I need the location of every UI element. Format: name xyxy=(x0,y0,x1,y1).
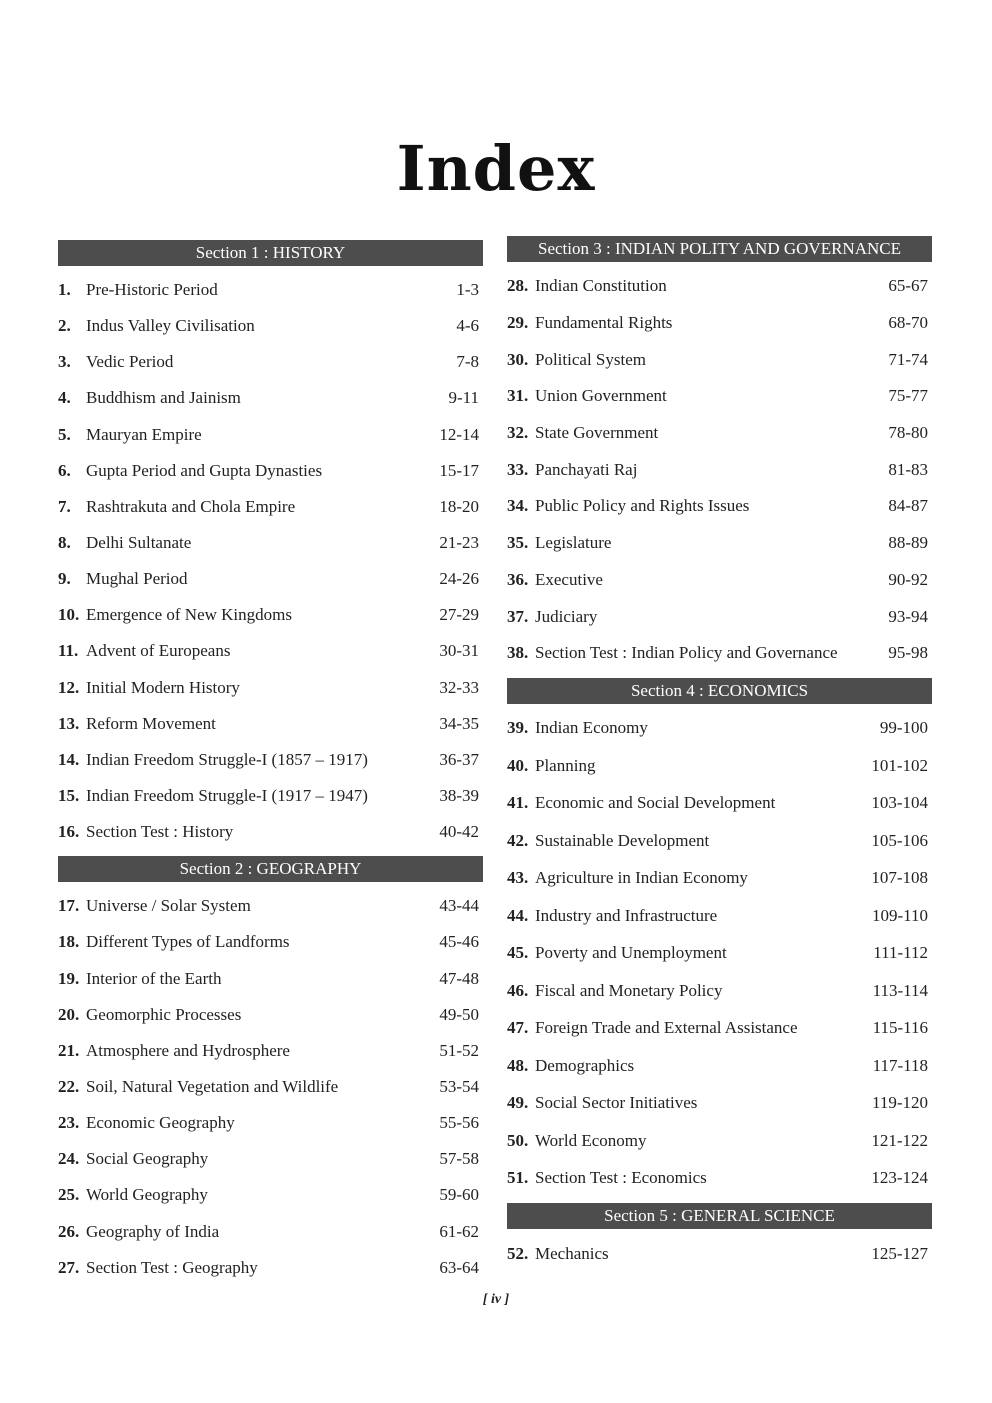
index-entry xyxy=(58,742,483,778)
entry-pages: 123-124 xyxy=(871,1168,928,1188)
entry-pages: 115-116 xyxy=(872,1018,928,1038)
entry-number: 5. xyxy=(58,424,71,444)
index-entry xyxy=(58,308,483,344)
entry-pages: 71-74 xyxy=(888,349,928,369)
entry-title: Mughal Period xyxy=(86,569,188,589)
entry-number: 45. xyxy=(507,943,529,963)
entry-title: Advent of Europeans xyxy=(86,641,231,661)
entry-title: Reform Movement xyxy=(86,713,216,733)
index-entry xyxy=(507,785,932,823)
entry-number: 44. xyxy=(507,905,529,925)
index-entry xyxy=(507,747,932,785)
entry-title: Section Test : Geography xyxy=(86,1257,258,1277)
entry-number: 33. xyxy=(507,459,529,479)
index-entry xyxy=(58,778,483,814)
entry-title: Interior of the Earth xyxy=(86,968,222,988)
entry-number: 19. xyxy=(58,968,80,988)
entry-number: 29. xyxy=(507,313,529,333)
entry-number: 11. xyxy=(58,641,79,661)
entry-number: 9. xyxy=(58,569,71,589)
entry-pages: 40-42 xyxy=(439,822,479,842)
entry-title: Public Policy and Rights Issues xyxy=(535,496,750,516)
entry-title: Rashtrakuta and Chola Empire xyxy=(86,496,296,516)
entry-title: Economic Geography xyxy=(86,1113,235,1133)
entry-title: Emergence of New Kingdoms xyxy=(86,605,292,625)
entry-title: Section Test : Indian Policy and Governance xyxy=(535,643,838,663)
entry-number: 17. xyxy=(58,896,80,916)
entry-number: 18. xyxy=(58,932,80,952)
entry-number: 24. xyxy=(58,1149,80,1169)
index-entry xyxy=(507,1047,932,1085)
index-entry xyxy=(58,272,483,308)
entry-pages: 47-48 xyxy=(439,968,479,988)
index-entry xyxy=(58,561,483,597)
entry-title: Vedic Period xyxy=(86,352,174,372)
entry-title: Union Government xyxy=(535,386,667,406)
page-number-text: [ iv ] xyxy=(482,1292,510,1307)
entry-title: Fiscal and Monetary Policy xyxy=(535,980,723,1000)
entry-number: 20. xyxy=(58,1004,80,1024)
entry-number: 21. xyxy=(58,1040,80,1060)
entry-pages: 111-112 xyxy=(873,943,928,963)
entry-pages: 105-106 xyxy=(871,830,928,850)
index-entry xyxy=(507,972,932,1010)
entry-pages: 32-33 xyxy=(439,677,479,697)
entry-number: 30. xyxy=(507,349,529,369)
index-entry xyxy=(58,1033,483,1069)
entry-number: 32. xyxy=(507,423,529,443)
entry-number: 39. xyxy=(507,718,529,738)
entry-pages: 24-26 xyxy=(439,569,479,589)
index-entry xyxy=(507,1122,932,1160)
index-column-left xyxy=(58,240,483,1286)
index-entry xyxy=(507,378,932,415)
entry-title: Panchayati Raj xyxy=(535,459,638,479)
entry-number: 28. xyxy=(507,276,529,296)
entry-title: Poverty and Unemployment xyxy=(535,943,727,963)
index-entry xyxy=(507,598,932,635)
entry-title: Sustainable Development xyxy=(535,830,710,850)
entry-pages: 101-102 xyxy=(871,755,928,775)
page-number xyxy=(0,1292,992,1308)
entry-number: 10. xyxy=(58,605,80,625)
entry-title: Gupta Period and Gupta Dynasties xyxy=(86,460,323,480)
entry-number: 52. xyxy=(507,1243,529,1263)
entry-number: 8. xyxy=(58,533,71,553)
entry-number: 35. xyxy=(507,533,529,553)
entry-pages: 81-83 xyxy=(888,459,928,479)
index-entry xyxy=(507,1085,932,1123)
entry-title: Mechanics xyxy=(535,1243,609,1263)
entry-number: 38. xyxy=(507,643,529,663)
entry-pages: 117-118 xyxy=(872,1055,928,1075)
entry-title: Judiciary xyxy=(535,606,598,626)
entry-title: Initial Modern History xyxy=(86,677,240,697)
entry-title: Indian Freedom Struggle-I (1857 – 1917) xyxy=(86,749,368,769)
entry-title: Delhi Sultanate xyxy=(86,533,192,553)
entry-pages: 15-17 xyxy=(439,460,479,480)
index-entry xyxy=(507,415,932,452)
entry-pages: 4-6 xyxy=(456,316,479,336)
entry-number: 2. xyxy=(58,316,71,336)
entry-number: 40. xyxy=(507,755,529,775)
index-entry xyxy=(58,670,483,706)
entry-pages: 9-11 xyxy=(448,388,479,408)
entry-title: Pre-Historic Period xyxy=(86,280,218,300)
index-entry xyxy=(58,1069,483,1105)
entry-number: 41. xyxy=(507,793,529,813)
entry-pages: 51-52 xyxy=(439,1040,479,1060)
entry-number: 16. xyxy=(58,822,80,842)
entry-title: Industry and Infrastructure xyxy=(535,905,718,925)
index-entry xyxy=(507,1235,932,1273)
entry-title: Indian Freedom Struggle-I (1917 – 1947) xyxy=(86,786,368,806)
entry-title: Planning xyxy=(535,755,596,775)
entry-title: Atmosphere and Hydrosphere xyxy=(86,1040,290,1060)
entry-number: 4. xyxy=(58,388,71,408)
entry-title: Executive xyxy=(535,569,603,589)
index-entry xyxy=(507,897,932,935)
entry-number: 14. xyxy=(58,749,80,769)
entry-number: 26. xyxy=(58,1221,80,1241)
entry-pages: 99-100 xyxy=(879,718,928,738)
page-title: Index xyxy=(396,132,596,205)
index-entry xyxy=(507,822,932,860)
index-entry xyxy=(58,417,483,453)
entry-title: Political System xyxy=(535,349,646,369)
index-entry xyxy=(507,935,932,973)
index-entry xyxy=(507,1160,932,1198)
entry-number: 37. xyxy=(507,606,529,626)
entry-pages: 107-108 xyxy=(871,868,928,888)
index-section xyxy=(507,1203,932,1273)
index-entry xyxy=(58,525,483,561)
entry-pages: 121-122 xyxy=(871,1130,928,1150)
entry-number: 27. xyxy=(58,1257,80,1277)
entry-title: Indus Valley Civilisation xyxy=(86,316,255,336)
entry-title: Geography of India xyxy=(86,1221,220,1241)
section-heading: Section 1 : HISTORY xyxy=(58,240,483,266)
index-entry xyxy=(507,341,932,378)
index-section xyxy=(507,236,932,672)
entry-title: Indian Constitution xyxy=(535,276,667,296)
entry-title: Soil, Natural Vegetation and Wildlife xyxy=(86,1077,339,1097)
entry-pages: 68-70 xyxy=(888,313,928,333)
entry-title: Foreign Trade and External Assistance xyxy=(535,1018,798,1038)
section-heading: Section 3 : INDIAN POLITY AND GOVERNANCE xyxy=(507,236,932,262)
entry-pages: 38-39 xyxy=(439,786,479,806)
entry-pages: 18-20 xyxy=(439,496,479,516)
entry-pages: 103-104 xyxy=(871,793,928,813)
entry-title: Mauryan Empire xyxy=(86,424,202,444)
entry-pages: 88-89 xyxy=(888,533,928,553)
index-entry xyxy=(507,635,932,672)
entry-title: Indian Economy xyxy=(535,718,648,738)
index-entry xyxy=(58,814,483,850)
entry-pages: 63-64 xyxy=(439,1257,479,1277)
entry-title: Demographics xyxy=(535,1055,635,1075)
entry-number: 1. xyxy=(58,280,71,300)
index-entry xyxy=(58,380,483,416)
entry-number: 49. xyxy=(507,1093,529,1113)
entry-pages: 84-87 xyxy=(888,496,928,516)
entry-title: Section Test : Economics xyxy=(535,1168,707,1188)
index-entry xyxy=(507,268,932,305)
section-heading: Section 2 : GEOGRAPHY xyxy=(58,856,483,882)
entry-number: 13. xyxy=(58,713,80,733)
index-entry xyxy=(58,706,483,742)
entry-number: 31. xyxy=(507,386,529,406)
entry-pages: 61-62 xyxy=(439,1221,479,1241)
entry-title: World Economy xyxy=(535,1130,647,1150)
entry-number: 43. xyxy=(507,868,529,888)
entry-pages: 125-127 xyxy=(871,1243,928,1263)
index-entry xyxy=(58,1141,483,1177)
entry-pages: 12-14 xyxy=(439,424,479,444)
index-entry xyxy=(507,1010,932,1048)
index-entry xyxy=(507,525,932,562)
entry-title: Geomorphic Processes xyxy=(86,1004,242,1024)
section-heading: Section 4 : ECONOMICS xyxy=(507,678,932,704)
entry-pages: 34-35 xyxy=(439,713,479,733)
index-entry xyxy=(58,597,483,633)
index-entry xyxy=(507,860,932,898)
entry-pages: 78-80 xyxy=(888,423,928,443)
entry-title: Buddhism and Jainism xyxy=(86,388,241,408)
entry-pages: 45-46 xyxy=(439,932,479,952)
entry-pages: 43-44 xyxy=(439,896,479,916)
entry-number: 51. xyxy=(507,1168,529,1188)
entry-pages: 113-114 xyxy=(872,980,928,1000)
entry-number: 46. xyxy=(507,980,529,1000)
entry-number: 48. xyxy=(507,1055,529,1075)
entry-pages: 57-58 xyxy=(439,1149,479,1169)
index-entry xyxy=(58,344,483,380)
entry-number: 3. xyxy=(58,352,71,372)
entry-number: 50. xyxy=(507,1130,529,1150)
entry-pages: 49-50 xyxy=(439,1004,479,1024)
entry-title: Social Sector Initiatives xyxy=(535,1093,698,1113)
entry-number: 34. xyxy=(507,496,529,516)
entry-number: 7. xyxy=(58,496,71,516)
entry-number: 6. xyxy=(58,460,71,480)
entry-pages: 7-8 xyxy=(456,352,479,372)
index-section xyxy=(58,856,483,1286)
index-entry xyxy=(58,489,483,525)
entry-title: World Geography xyxy=(86,1185,208,1205)
entry-pages: 55-56 xyxy=(439,1113,479,1133)
entry-number: 25. xyxy=(58,1185,80,1205)
entry-title: Agriculture in Indian Economy xyxy=(535,868,748,888)
index-entry xyxy=(507,710,932,748)
entry-number: 22. xyxy=(58,1077,80,1097)
index-entry xyxy=(58,1214,483,1250)
entry-pages: 30-31 xyxy=(439,641,479,661)
entry-pages: 53-54 xyxy=(439,1077,479,1097)
entry-number: 47. xyxy=(507,1018,529,1038)
index-entry xyxy=(507,451,932,488)
entry-pages: 21-23 xyxy=(439,533,479,553)
index-entry xyxy=(507,562,932,599)
entry-pages: 93-94 xyxy=(888,606,928,626)
index-entry xyxy=(58,453,483,489)
entry-title: Section Test : History xyxy=(86,822,234,842)
index-entry xyxy=(58,633,483,669)
entry-title: Universe / Solar System xyxy=(86,896,251,916)
entry-number: 15. xyxy=(58,786,80,806)
entry-title: Social Geography xyxy=(86,1149,209,1169)
index-entry xyxy=(507,305,932,342)
index-entry xyxy=(58,997,483,1033)
entry-title: Different Types of Landforms xyxy=(86,932,290,952)
entry-pages: 1-3 xyxy=(456,280,479,300)
index-section xyxy=(507,678,932,1198)
index-section xyxy=(58,240,483,850)
entry-title: State Government xyxy=(535,423,659,443)
entry-pages: 119-120 xyxy=(871,1093,928,1113)
entry-pages: 75-77 xyxy=(888,386,928,406)
index-entry xyxy=(58,1250,483,1286)
index-entry xyxy=(58,888,483,924)
entry-pages: 36-37 xyxy=(439,749,479,769)
entry-title: Economic and Social Development xyxy=(535,793,776,813)
entry-pages: 27-29 xyxy=(439,605,479,625)
entry-number: 12. xyxy=(58,677,80,697)
entry-title: Legislature xyxy=(535,533,612,553)
entry-number: 36. xyxy=(507,569,529,589)
index-entry xyxy=(58,1105,483,1141)
index-entry xyxy=(58,1177,483,1213)
entry-number: 42. xyxy=(507,830,529,850)
section-heading: Section 5 : GENERAL SCIENCE xyxy=(507,1203,932,1229)
entry-pages: 59-60 xyxy=(439,1185,479,1205)
entry-pages: 65-67 xyxy=(888,276,928,296)
index-column-right xyxy=(507,236,932,1273)
index-entry xyxy=(58,924,483,960)
index-entry xyxy=(58,961,483,997)
entry-pages: 109-110 xyxy=(871,905,928,925)
index-entry xyxy=(507,488,932,525)
entry-pages: 95-98 xyxy=(888,643,928,663)
entry-number: 23. xyxy=(58,1113,80,1133)
entry-title: Fundamental Rights xyxy=(535,313,673,333)
entry-pages: 90-92 xyxy=(888,569,928,589)
